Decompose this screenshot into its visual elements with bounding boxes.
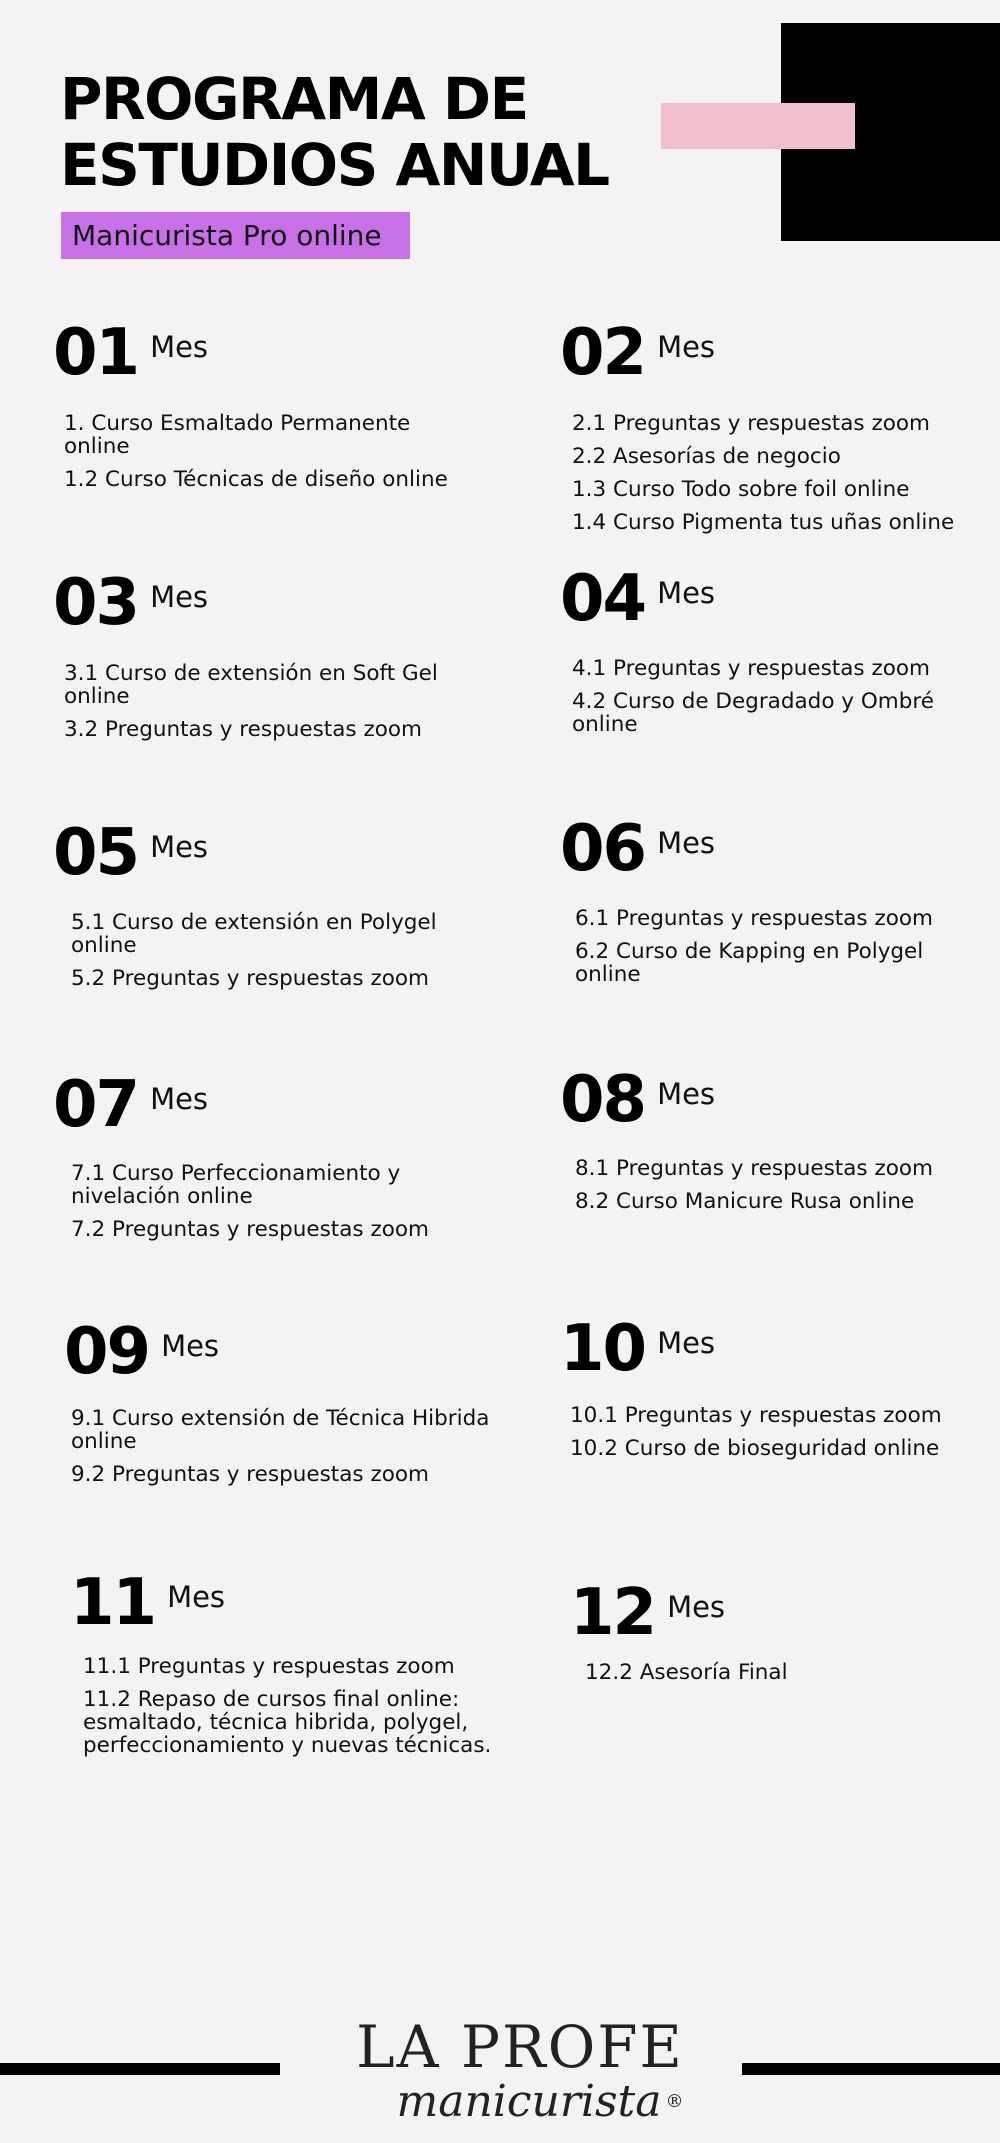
- month-02: [560, 316, 1000, 535]
- month-label: Mes: [150, 580, 209, 614]
- month-items: [572, 412, 1000, 544]
- list-item: 9.1 Curso extensión de Técnica Hibrida online: [71, 1406, 490, 1454]
- month-number: 03: [53, 566, 139, 640]
- list-item: 3.1 Curso de extensión en Soft Gel online: [64, 661, 438, 709]
- list-item: 9.2 Preguntas y respuestas zoom: [71, 1462, 429, 1487]
- month-label: Mes: [657, 826, 716, 860]
- list-item: 12.2 Asesoría Final: [585, 1660, 788, 1685]
- list-item: 2.1 Preguntas y respuestas zoom: [572, 411, 930, 436]
- list-item: 1. Curso Esmaltado Permanente online: [64, 411, 411, 459]
- month-label: Mes: [150, 830, 209, 864]
- month-number: 04: [560, 562, 646, 636]
- month-number: 02: [560, 316, 646, 390]
- list-item: 11.2 Repaso de cursos final online: esmaltado, técnica hibrida, polygel, perfeccionamiento y nuevas técnicas.: [83, 1687, 492, 1758]
- month-number: 12: [570, 1576, 656, 1650]
- month-items: [570, 1404, 990, 1470]
- month-number: 05: [53, 816, 139, 890]
- month-11: [70, 1566, 510, 1758]
- list-item: 5.2 Preguntas y respuestas zoom: [71, 966, 429, 991]
- list-item: 8.1 Preguntas y respuestas zoom: [575, 1156, 933, 1181]
- month-items: [71, 1162, 471, 1251]
- logo-script-text: [370, 2076, 710, 2127]
- month-items: [572, 657, 1000, 746]
- list-item: 7.2 Preguntas y respuestas zoom: [71, 1217, 429, 1242]
- month-number: 08: [560, 1063, 646, 1137]
- month-items: [64, 662, 484, 751]
- list-item: 6.2 Curso de Kapping en Polygel online: [575, 939, 924, 987]
- month-05: [53, 816, 493, 991]
- page-title: [60, 66, 609, 198]
- month-label: Mes: [167, 1580, 226, 1614]
- list-item: 2.2 Asesorías de negocio: [572, 444, 841, 469]
- decorative-pink-bar: [661, 103, 855, 149]
- month-label: Mes: [150, 1082, 209, 1116]
- month-label: Mes: [150, 330, 209, 364]
- footer-line-right: [742, 2063, 1000, 2075]
- month-08: [560, 1063, 1000, 1214]
- month-09: [64, 1315, 504, 1487]
- list-item: 6.1 Preguntas y respuestas zoom: [575, 906, 933, 931]
- subtitle-badge: Manicurista Pro online: [61, 212, 410, 259]
- month-number: 06: [560, 812, 646, 886]
- month-03: [53, 566, 493, 742]
- list-item: 10.1 Preguntas y respuestas zoom: [570, 1403, 942, 1428]
- month-label: Mes: [161, 1329, 220, 1363]
- list-item: 7.1 Curso Perfeccionamiento y nivelación online: [71, 1161, 401, 1209]
- month-10: [560, 1312, 1000, 1461]
- list-item: 10.2 Curso de bioseguridad online: [570, 1436, 940, 1461]
- list-item: 1.4 Curso Pigmenta tus uñas online: [572, 510, 955, 535]
- list-item: 3.2 Preguntas y respuestas zoom: [64, 717, 422, 742]
- logo-main-text: LA PROFE: [356, 2013, 684, 2081]
- footer-line-left: [0, 2063, 280, 2075]
- registered-mark: ®: [665, 2091, 684, 2112]
- month-number: 10: [560, 1312, 646, 1386]
- month-number: 01: [53, 316, 139, 390]
- month-07: [53, 1068, 493, 1242]
- list-item: 1.2 Curso Técnicas de diseño online: [64, 467, 448, 492]
- month-number: 09: [64, 1315, 150, 1389]
- month-label: Mes: [657, 576, 716, 610]
- list-item: 11.1 Preguntas y respuestas zoom: [83, 1654, 455, 1679]
- month-items: [575, 907, 995, 996]
- month-items: [83, 1655, 543, 1767]
- month-number: 11: [70, 1566, 156, 1640]
- month-items: [64, 412, 464, 501]
- list-item: 4.2 Curso de Degradado y Ombré online: [572, 689, 934, 737]
- month-label: Mes: [657, 1326, 716, 1360]
- list-item: 8.2 Curso Manicure Rusa online: [575, 1189, 915, 1214]
- list-item: 5.1 Curso de extensión en Polygel online: [71, 910, 437, 958]
- logo-script-word: manicurista: [396, 2076, 662, 2127]
- title-line-1: PROGRAMA DE: [60, 65, 528, 133]
- brand-logo: [330, 2015, 710, 2135]
- month-label: Mes: [667, 1590, 726, 1624]
- month-01: [53, 316, 493, 492]
- month-label: Mes: [657, 330, 716, 364]
- month-number: 07: [53, 1068, 139, 1142]
- month-12: [570, 1576, 1000, 1685]
- month-04: [560, 562, 1000, 737]
- month-items: [71, 1407, 521, 1496]
- list-item: 1.3 Curso Todo sobre foil online: [572, 477, 910, 502]
- title-line-2: ESTUDIOS ANUAL: [60, 131, 609, 199]
- month-label: Mes: [657, 1077, 716, 1111]
- month-items: [575, 1157, 995, 1223]
- month-items: [585, 1661, 965, 1694]
- month-items: [71, 911, 491, 1000]
- list-item: 4.1 Preguntas y respuestas zoom: [572, 656, 930, 681]
- month-06: [560, 812, 1000, 987]
